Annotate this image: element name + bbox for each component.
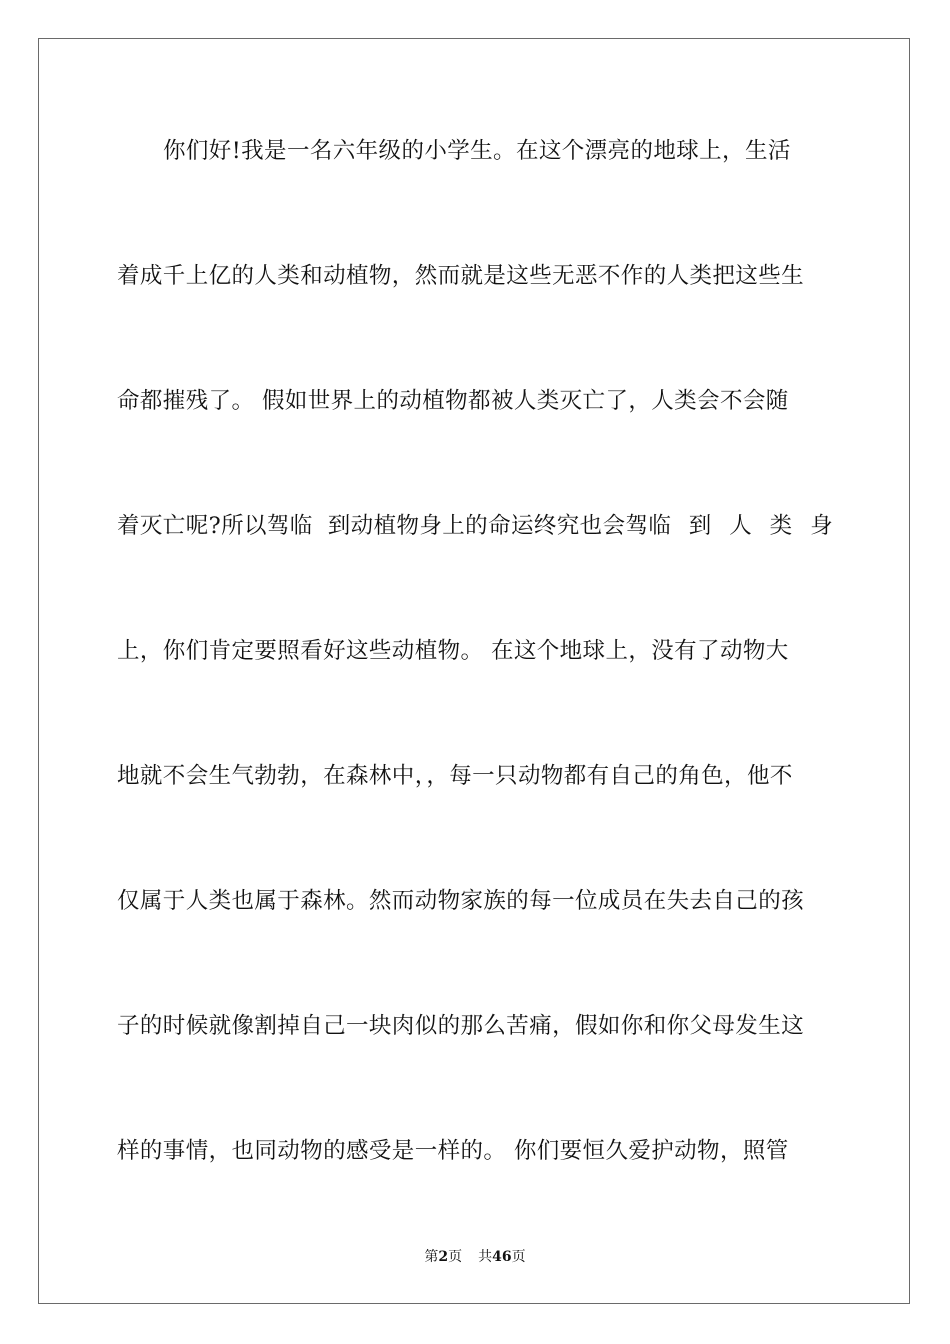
paragraph-line-4-char: 人: [729, 513, 753, 539]
page-footer: [0, 1248, 950, 1266]
total-pages: 46: [492, 1249, 512, 1265]
paragraph-line-4-char: 类: [769, 513, 793, 539]
page-border: [38, 38, 910, 1304]
page-number: 2: [438, 1249, 449, 1265]
paragraph-line-9: 样的事情，也同动物的感受是一样的。 你们要恒久爱护动物，照管: [117, 1138, 789, 1164]
paragraph-line-3: 命都摧残了。 假如世界上的动植物都被人类灭亡了，人类会不会随: [117, 388, 789, 414]
paragraph-line-6: 地就不会生气勃勃，在森林中，，每一只动物都有自己的角色，他不: [117, 763, 793, 789]
paragraph-line-4-char: 到: [688, 513, 712, 539]
paragraph-line-1: 你们好!我是一名六年级的小学生。在这个漂亮的地球上，生活: [163, 138, 791, 164]
paragraph-line-4: [117, 511, 833, 541]
paragraph-line-7: 仅属于人类也属于森林。然而动物家族的每一位成员在失去自己的孩: [117, 888, 805, 914]
total-prefix: 共: [478, 1249, 493, 1265]
total-suffix: 页: [511, 1249, 526, 1265]
paragraph-line-5: 上，你们肯定要照看好这些动植物。 在这个地球上，没有了动物大: [117, 638, 789, 664]
paragraph-line-2: 着成千上亿的人类和动植物，然而就是这些无恶不作的人类把这些生: [117, 263, 805, 289]
paragraph-line-4-char: 身: [810, 513, 833, 539]
page-prefix: 第: [424, 1249, 439, 1265]
page-suffix: 页: [448, 1249, 463, 1265]
paragraph-line-8: 子的时候就像割掉自己一块肉似的那么苦痛，假如你和你父母发生这: [117, 1013, 805, 1039]
paragraph-line-4-main: 着灭亡呢?所以驾临 到动植物身上的命运终究也会驾临: [117, 513, 672, 539]
